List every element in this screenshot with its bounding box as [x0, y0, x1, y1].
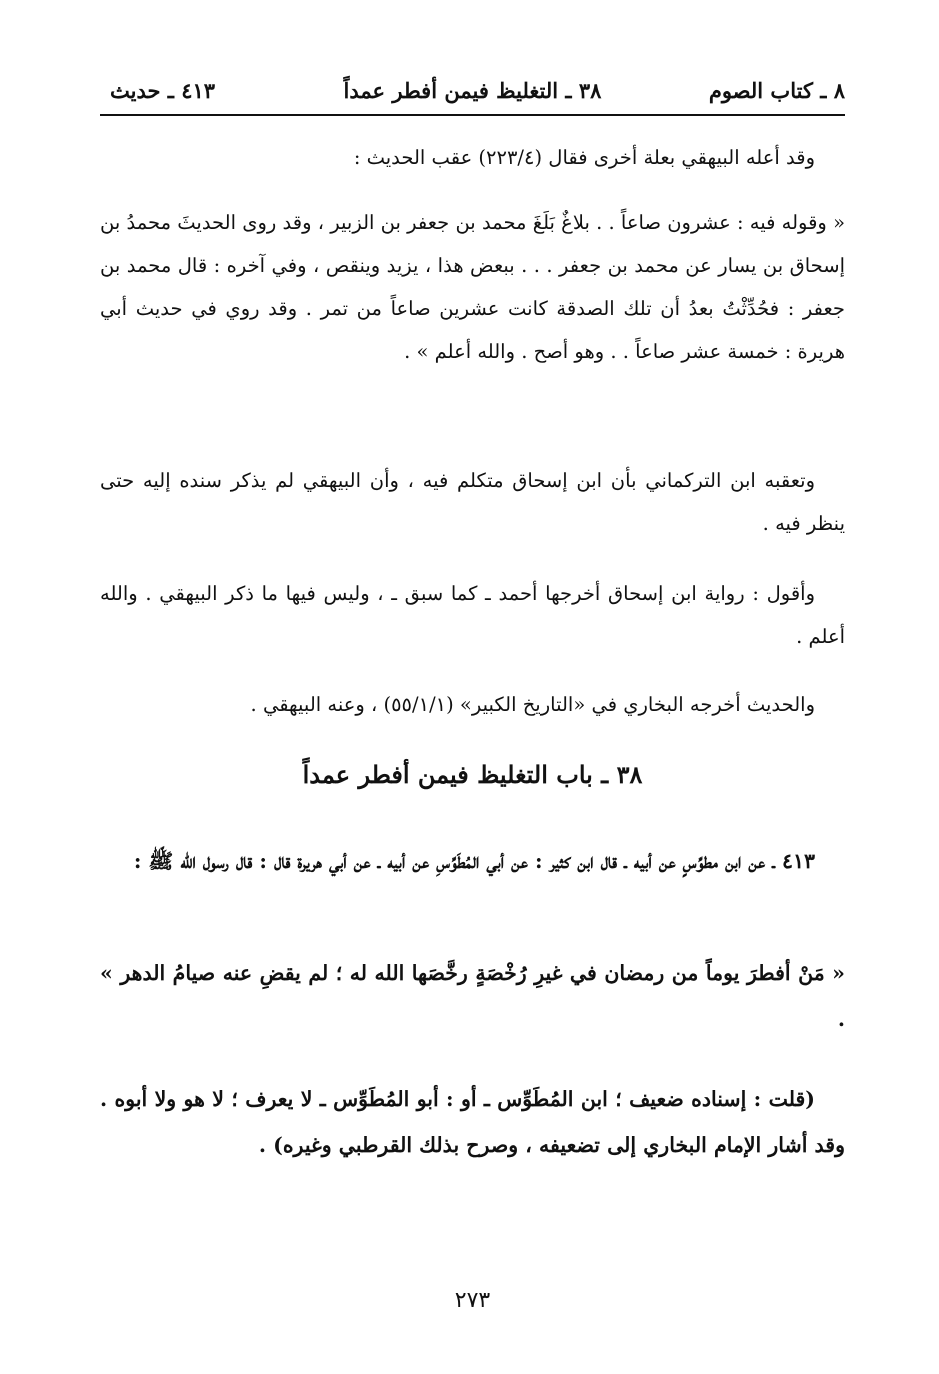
book-page — [100, 0, 845, 1374]
paragraph-4: وأقول : رواية ابن إسحاق أخرجها أحمد ـ كما سبق ـ ، وليس فيها ما ذكر البيهقي . والله أعلم . — [100, 582, 845, 648]
paragraph-2-quote: « وقوله فيه : عشرون صاعاً . . بلاغٌ بَلَغَ محمد بن جعفر بن الزبير ، وقد روى الحديثَ محمدُ بن إسحاق بن يسار عن محمد بن جعفر . . . ببعض هذا ، يزيد وينقص ، وفي آخره : قال محمد بن جعفر : فحُدِّثْتُ بعدُ أن تلك الصدقة كانت عشرين صاعاً من تمر . وقد روي في حديث أبي هريرة : خمسة عشر صاعاً . . وهو أصح . والله أعلم » . — [100, 211, 845, 363]
running-header — [100, 72, 845, 112]
header-divider — [100, 114, 845, 116]
header-chapter: ٨ ـ كتاب الصوم — [708, 78, 845, 103]
section-heading: ٣٨ ـ باب التغليظ فيمن أفطر عمداً — [302, 760, 643, 789]
paragraph-5: والحديث أخرجه البخاري في «التاريخ الكبير» (٥٥/١/١) ، وعنه البيهقي . — [250, 693, 815, 716]
header-hadith-number: ٤١٣ ـ حديث — [110, 78, 216, 103]
header-section: ٣٨ ـ التغليظ فيمن أفطر عمداً — [343, 78, 602, 103]
paragraph-3: وتعقبه ابن التركماني بأن ابن إسحاق متكلم فيه ، وأن البيهقي لم يذكر سنده إليه حتى ينظر فيه . — [100, 469, 845, 535]
hadith-note: (قلت : إسناده ضعيف ؛ ابن المُطَوِّس ـ أو : أبو المُطَوِّس ـ لا يعرف ؛ لا هو ولا أبوه . وقد أشار الإمام البخاري إلى تضعيفه ، وصرح بذلك القرطبي وغيره) . — [100, 1087, 845, 1157]
hadith-chain: ٤١٣ ـ عن ابن مطوِّسٍ عن أبيه ـ قال ابن كثير : عن أبي المُطَوِّسِ عن أبيه ـ عن أبي هريرة قال : قال رسول الله ﷺ : — [133, 849, 815, 873]
paragraph-1: وقد أعله البيهقي بعلة أخرى فقال (٢٢٣/٤) عقب الحديث : — [353, 146, 815, 169]
page-number: ٢٧٣ — [454, 1288, 491, 1313]
hadith-text: « مَنْ أفطرَ يوماً من رمضان في غيرِ رُخْصَةٍ رخَّصَها الله له ؛ لم يقضِ عنه صيامُ الدهر » . — [100, 961, 845, 1031]
